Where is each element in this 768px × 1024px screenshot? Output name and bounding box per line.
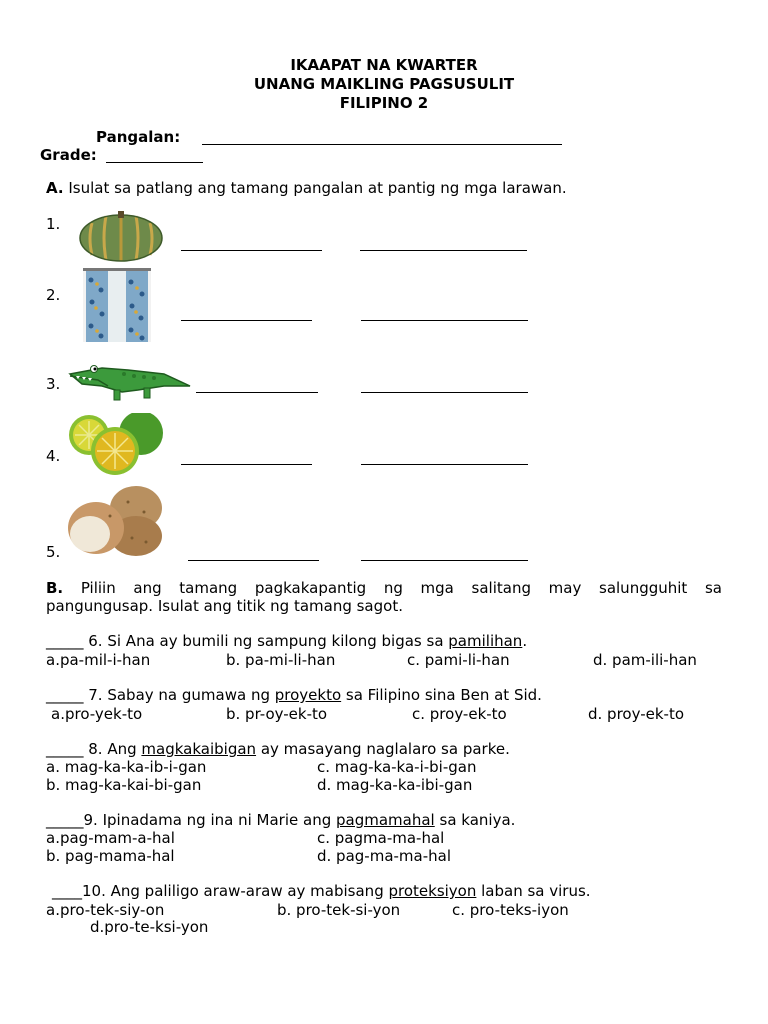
question-6-text: 6. Si Ana ay bumili ng sampung kilong bigas sa (83, 632, 449, 650)
question-7-text: 7. Sabay na gumawa ng (83, 686, 275, 704)
answer-blank-8[interactable]: _____ (46, 740, 84, 758)
choice-10c: c. pro-teks-iyon (452, 901, 569, 919)
answer-blank-6[interactable]: _____ (46, 632, 84, 650)
choice-9a: a.pag-mam-a-hal (46, 829, 175, 847)
question-8-underlined-word: magkakaibigan (141, 740, 257, 758)
choice-10d: d.pro-te-ksi-yon (90, 918, 209, 936)
name-answer-2[interactable] (181, 306, 312, 321)
choice-7b: b. pr-oy-ek-to (226, 705, 328, 723)
syllable-answer-1[interactable] (360, 236, 527, 251)
question-10-text: 10. Ang paliligo araw-araw ay mabisang (82, 882, 389, 900)
question-7-underlined-word: proyekto (274, 686, 342, 704)
choice-6b: b. pa-mi-li-han (226, 651, 336, 669)
header-line-2: UNANG MAIKLING PAGSUSULIT (253, 75, 515, 93)
question-6-underlined-word: pamilihan (448, 632, 523, 650)
question-10-underlined-word: proteksiyon (388, 882, 477, 900)
choice-10b: b. pro-tek-si-yon (277, 901, 401, 919)
grade-field[interactable] (106, 148, 203, 163)
syllable-answer-2[interactable] (361, 306, 528, 321)
part-b-instruction-line-2: pangungusap. Isulat ang titik ng tamang sagot. (46, 597, 403, 615)
name-answer-4[interactable] (181, 450, 312, 465)
choice-9b: b. pag-mama-hal (46, 847, 175, 865)
choice-6a: a.pa-mil-i-han (46, 651, 151, 669)
yam-icon (66, 482, 166, 558)
choice-6d: d. pam-ili-han (593, 651, 697, 669)
item-number-5: 5. (46, 543, 61, 561)
part-b-instruction-line-1 (46, 579, 722, 597)
part-a-instruction (46, 179, 567, 197)
choice-8c: c. mag-ka-ka-i-bi-gan (317, 758, 477, 776)
choice-7d: d. proy-ek-to (588, 705, 685, 723)
part-a-text: Isulat sa patlang ang tamang pangalan at pantig ng mga larawan. (68, 179, 567, 197)
calamansi-icon (67, 413, 175, 475)
question-9-text: 9. Ipinadama ng ina ni Marie ang (83, 811, 337, 829)
answer-blank-10[interactable]: ____ (52, 882, 82, 900)
header-line-1: IKAAPAT NA KWARTER (290, 56, 478, 74)
name-answer-3[interactable] (196, 378, 318, 393)
name-answer-1[interactable] (181, 236, 322, 251)
name-answer-5[interactable] (188, 546, 319, 561)
header-line-3: FILIPINO 2 (339, 94, 429, 112)
curtain-icon (83, 268, 151, 342)
answer-blank-7[interactable]: _____ (46, 686, 84, 704)
choice-8a: a. mag-ka-ka-ib-i-gan (46, 758, 207, 776)
grade-label: Grade: (40, 146, 97, 164)
part-b-letter: B. (46, 579, 64, 597)
item-number-1: 1. (46, 215, 61, 233)
choice-9c: c. pagma-ma-hal (317, 829, 445, 847)
question-9-end: sa kaniya. (434, 811, 516, 829)
choice-9d: d. pag-ma-ma-hal (317, 847, 452, 865)
choice-8d: d. mag-ka-ka-ibi-gan (317, 776, 473, 794)
name-label: Pangalan: (96, 128, 181, 146)
syllable-answer-3[interactable] (361, 378, 528, 393)
syllable-answer-4[interactable] (361, 450, 528, 465)
item-number-4: 4. (46, 447, 61, 465)
question-8 (46, 740, 510, 758)
question-7 (46, 686, 542, 704)
answer-blank-9[interactable]: _____ (46, 811, 84, 829)
question-10 (52, 882, 591, 900)
question-8-end: ay masayang naglalaro sa parke. (256, 740, 510, 758)
question-6-end: . (522, 632, 528, 650)
choice-8b: b. mag-ka-kai-bi-gan (46, 776, 202, 794)
choice-6c: c. pami-li-han (407, 651, 510, 669)
question-9 (46, 811, 515, 829)
choice-7c: c. proy-ek-to (412, 705, 507, 723)
question-6 (46, 632, 527, 650)
item-number-2: 2. (46, 286, 61, 304)
question-10-end: laban sa virus. (476, 882, 591, 900)
question-9-underlined-word: pagmamahal (336, 811, 435, 829)
part-b-text-1: Piliin ang tamang pagkakapantig ng mga salitang may salungguhit sa (80, 579, 722, 597)
choice-7a: a.pro-yek-to (51, 705, 143, 723)
choice-10a: a.pro-tek-siy-on (46, 901, 165, 919)
crocodile-icon (68, 360, 192, 404)
item-number-3: 3. (46, 375, 61, 393)
name-field[interactable] (202, 130, 562, 145)
part-a-letter: A. (46, 179, 64, 197)
question-7-end: sa Filipino sina Ben at Sid. (341, 686, 542, 704)
syllable-answer-5[interactable] (361, 546, 528, 561)
question-8-text: 8. Ang (83, 740, 142, 758)
pumpkin-icon (78, 209, 164, 263)
